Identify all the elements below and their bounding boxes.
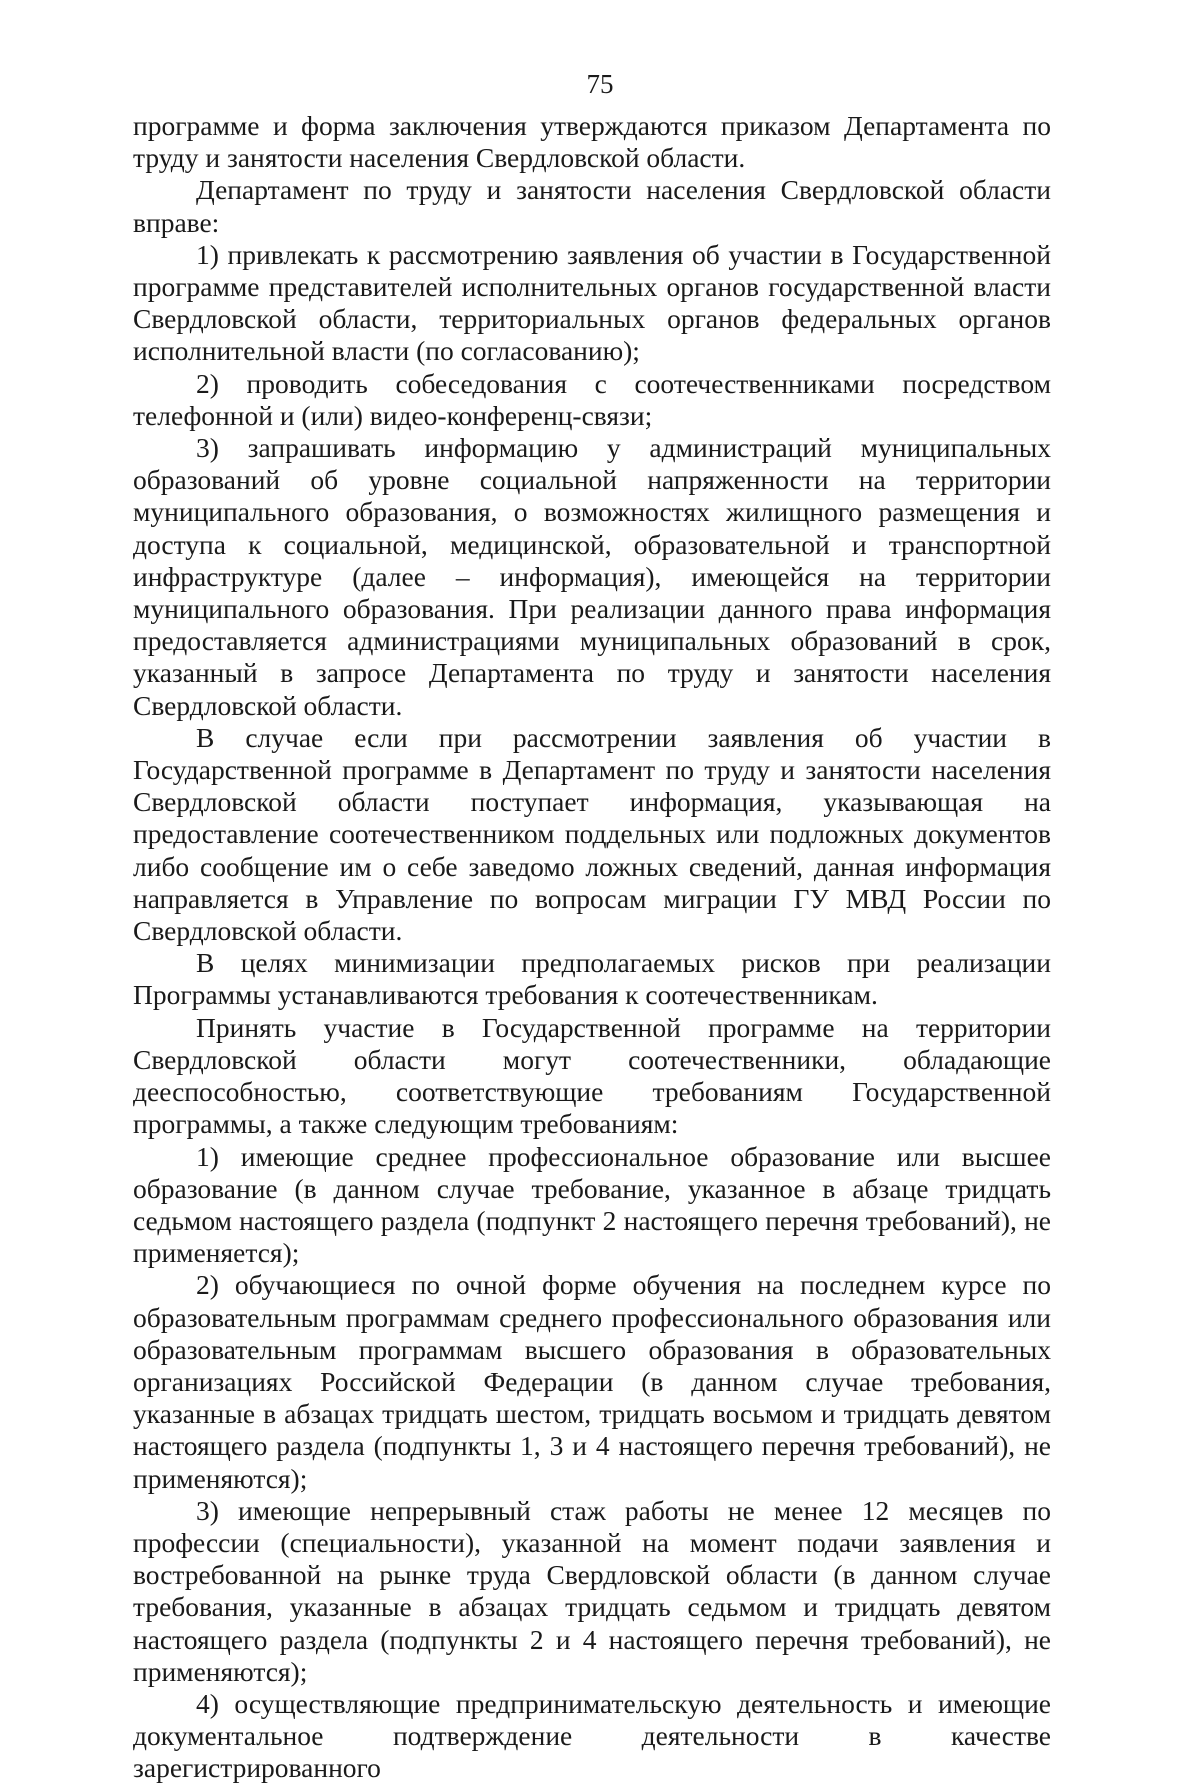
paragraph: В целях минимизации предполагаемых рисков при реализации Программы устанавливаются требования к соотечественникам.: [133, 947, 1051, 1011]
list-item-paragraph: 3) имеющие непрерывный стаж работы не менее 12 месяцев по профессии (специальности), указанной на момент подачи заявления и востребованной на рынке труда Свердловской области (в данном случае требования, указанные в абзацах тридцать седьмом и тридцать девятом настоящего раздела (подпункты 2 и 4 настоящего перечня требований), не применяются);: [133, 1494, 1051, 1687]
list-item-paragraph: 2) проводить собеседования с соотечественниками посредством телефонной и (или) видео-конференц-связи;: [133, 367, 1051, 431]
list-item-paragraph: 1) имеющие среднее профессиональное образование или высшее образование (в данном случае требование, указанное в абзаце тридцать седьмом настоящего раздела (подпункт 2 настоящего перечня требований), не применяется);: [133, 1140, 1051, 1269]
paragraph: Департамент по труду и занятости населения Свердловской области вправе:: [133, 174, 1051, 238]
list-item-paragraph: 2) обучающиеся по очной форме обучения на последнем курсе по образовательным программам среднего профессионального образования или образовательным программам высшего образования в образовательных организациях Российской Федерации (в данном случае требования, указанные в абзацах тридцать шестом, тридцать восьмом и тридцать девятом настоящего раздела (подпункты 1, 3 и 4 настоящего перечня требований), не применяются);: [133, 1269, 1051, 1494]
paragraph: Принять участие в Государственной программе на территории Свердловской области могут соотечественники, обладающие дееспособностью, соответствующие требованиям Государственной программы, а также следующим требованиям:: [133, 1011, 1051, 1140]
page-number: 75: [586, 69, 614, 99]
list-item-paragraph: 1) привлекать к рассмотрению заявления об участии в Государственной программе представителей исполнительных органов государственной власти Свердловской области, территориальных органов федеральных органов исполнительной власти (по согласованию);: [133, 238, 1051, 367]
paragraph: программе и форма заключения утверждаются приказом Департамента по труду и занятости населения Свердловской области.: [133, 110, 1051, 174]
list-item-paragraph: 4) осуществляющие предпринимательскую деятельность и имеющие документальное подтверждение деятельности в качестве зарегистрированного: [133, 1687, 1051, 1784]
document-body: [133, 110, 1051, 1785]
paragraph: В случае если при рассмотрении заявления об участии в Государственной программе в Департамент по труду и занятости населения Свердловской области поступает информация, указывающая на предоставление соотечественником поддельных или подложных документов либо сообщение им о себе заведомо ложных сведений, данная информация направляется в Управление по вопросам миграции ГУ МВД России по Свердловской области.: [133, 721, 1051, 947]
list-item-paragraph: 3) запрашивать информацию у администраций муниципальных образований об уровне социальной напряженности на территории муниципального образования, о возможностях жилищного размещения и доступа к социальной, медицинской, образовательной и транспортной инфраструктуре (далее – информация), имеющейся на территории муниципального образования. При реализации данного права информация предоставляется администрациями муниципальных образований в срок, указанный в запросе Департамента по труду и занятости населения Свердловской области.: [133, 432, 1051, 721]
